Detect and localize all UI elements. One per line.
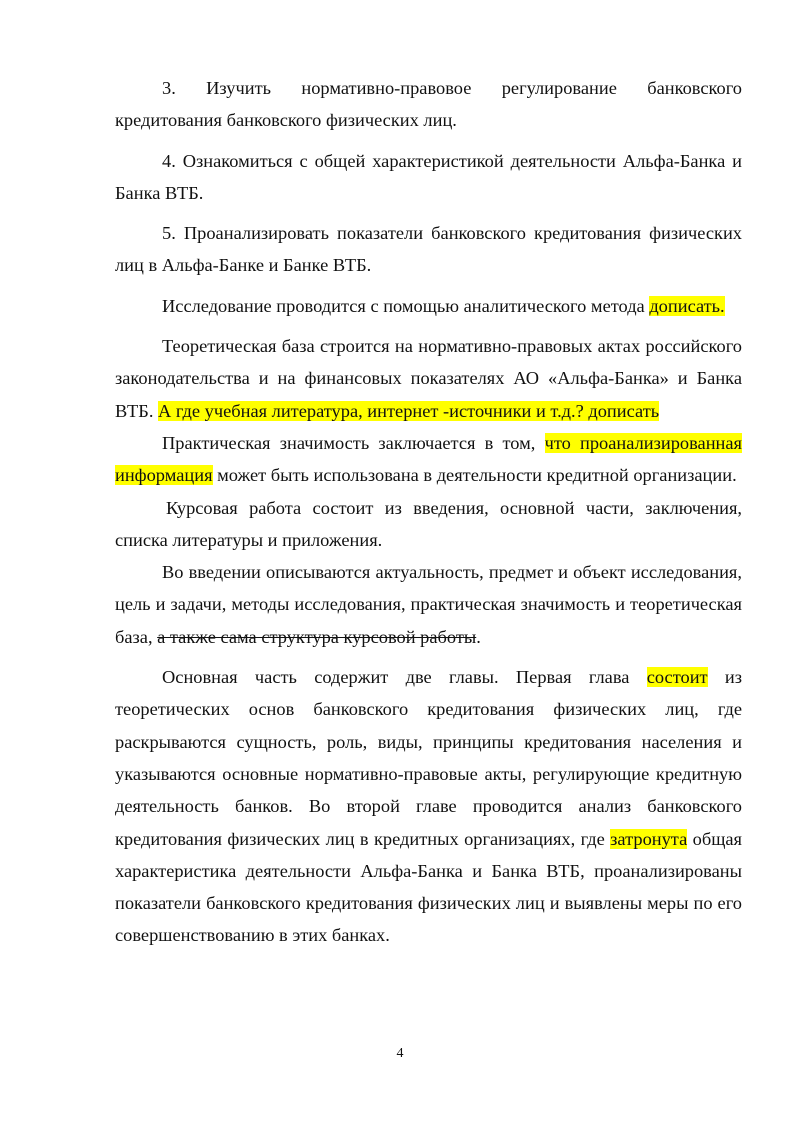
theory-text: Теоретическая база строится на нормативно-правовых актах российского законодательства и на финансовых показателях АО «Альфа-Банка» и Банка ВТБ. [115,336,742,421]
main-highlight-1: состоит [646,667,708,688]
method-highlight: дописать. [649,295,725,316]
main-highlight-2: затронута [610,828,688,849]
main-part-paragraph [115,661,742,952]
practical-text-end: может быть использована в деятельности кредитной организации. [212,465,737,486]
page-number: 4 [396,1046,404,1061]
task-item-4 [115,145,742,210]
task-item-5-text: 5. Проанализировать показатели банковского кредитования физических лиц в Альфа-Банке и Банке ВТБ. [115,223,742,276]
intro-paragraph [115,556,742,653]
practical-paragraph [115,427,742,492]
structure-paragraph [115,492,742,557]
theory-highlight: А где учебная литература, интернет -источники и т.д.? дописать [158,400,660,421]
practical-text-start: Практическая значимость заключается в том, [162,432,545,453]
main-text-start: Основная часть содержит две главы. Первая глава [162,667,647,688]
method-paragraph [115,290,742,322]
intro-text: Во введении описываются актуальность, предмет и объект исследования, цель и задачи, методы исследования, практическая значимость и теоретическая база, [115,562,742,647]
structure-text: Курсовая работа состоит из введения, основной части, заключения, списка литературы и приложения. [115,497,742,550]
practical-highlight: что проанализированная информация [115,432,742,486]
main-text-middle: из теоретических основ банковского кредитования физических лиц, где раскрываются сущность, роль, виды, принципы кредитования населения и указываются основные нормативно-правовые акты, регулирующие кредитную деятельность банков. Во второй главе проводится анализ банковского кредитования физических лиц в кредитных организациях, где [115,667,742,849]
main-text-end: общая характеристика деятельности Альфа-Банка и Банка ВТБ, проанализированы показатели банковского кредитования физических лиц и выявлены меры по его совершенствованию в этих банках. [115,828,742,946]
task-item-5 [115,217,742,282]
method-text: Исследование проводится с помощью аналитического метода [162,295,650,316]
task-item-3-text: 3. Изучить нормативно-правовое регулирование банковского кредитования банковского физических лиц. [115,78,742,131]
theory-paragraph [115,330,742,427]
task-item-3 [115,72,742,137]
task-item-4-text: 4. Ознакомиться с общей характеристикой деятельности Альфа-Банка и Банка ВТБ. [115,150,742,203]
intro-strikethrough: а также сама структура курсовой работы [157,626,477,647]
intro-end: . [476,626,481,647]
